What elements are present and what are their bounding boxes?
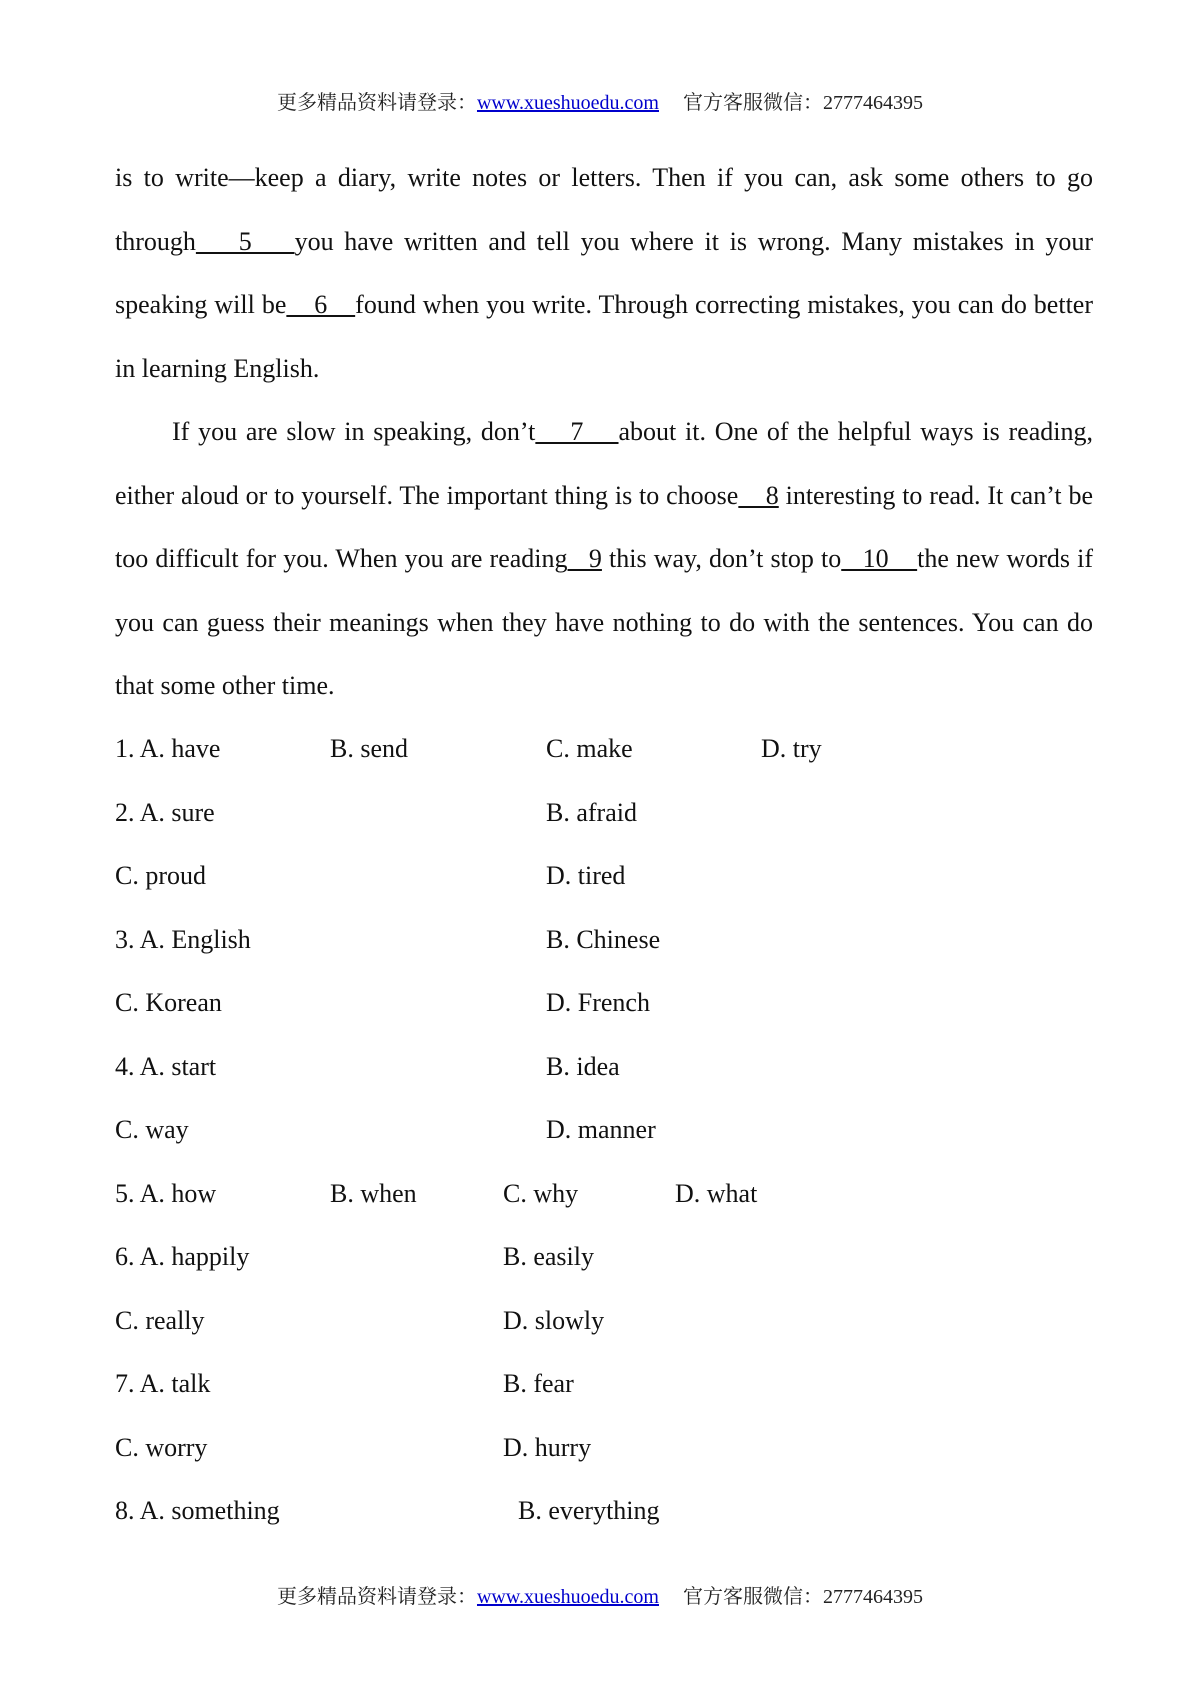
option-row bbox=[115, 1225, 1093, 1289]
blank-9: 9 bbox=[567, 544, 602, 573]
blank-7: 7 bbox=[535, 417, 619, 446]
option: 2. A. sure bbox=[115, 797, 215, 827]
option: 1. A. have bbox=[115, 734, 221, 763]
option: 8. A. something bbox=[115, 1496, 280, 1525]
header-service: 官方客服微信：2777464395 bbox=[683, 92, 923, 114]
footer-prefix: 更多精品资料请登录： bbox=[276, 1586, 477, 1608]
option: B. Chinese bbox=[546, 924, 661, 954]
option: B. fear bbox=[503, 1369, 574, 1398]
option: D. tired bbox=[546, 861, 626, 890]
option: C. worry bbox=[115, 1432, 208, 1462]
text-run: this way, don’t stop to bbox=[601, 544, 842, 573]
option: D. slowly bbox=[503, 1305, 605, 1335]
option-row bbox=[115, 1162, 1093, 1226]
text-run: found when you write. Through correcting mistakes, you can do better in learning English. bbox=[115, 290, 1093, 383]
option: B. everything bbox=[518, 1496, 660, 1525]
option: B. afraid bbox=[546, 797, 637, 827]
footer-link[interactable]: www.xueshuoedu.com bbox=[476, 1586, 659, 1608]
option: 4. A. start bbox=[115, 1051, 217, 1081]
option-row bbox=[115, 1035, 1093, 1099]
option: D. try bbox=[761, 734, 822, 763]
option: D. manner bbox=[546, 1115, 656, 1144]
option: D. what bbox=[675, 1178, 758, 1208]
option-row bbox=[115, 781, 1093, 845]
option: C. Korean bbox=[115, 988, 222, 1017]
paragraph-2 bbox=[115, 400, 1093, 718]
text-run: is to write—keep a diary, write notes or letters. Then if you can, ask some others to go through bbox=[115, 163, 1093, 256]
text-run: the new words if you can guess their meanings when they have nothing to do with the sentences. You can do that some other time. bbox=[115, 544, 1094, 700]
footer-service: 官方客服微信：2777464395 bbox=[683, 1586, 923, 1608]
option-row bbox=[115, 844, 1093, 908]
blank-10: 10 bbox=[841, 544, 918, 573]
option-row bbox=[115, 717, 1093, 781]
passage bbox=[115, 146, 1093, 718]
option-row bbox=[115, 1416, 1093, 1480]
option: D. French bbox=[546, 988, 650, 1017]
option: C. make bbox=[546, 734, 633, 763]
blank-8: 8 bbox=[738, 480, 779, 510]
option: B. easily bbox=[503, 1242, 594, 1271]
page-footer bbox=[0, 1580, 1200, 1609]
option-row bbox=[115, 1289, 1093, 1353]
options-list bbox=[115, 717, 1093, 1543]
option-row bbox=[115, 971, 1093, 1035]
option: C. proud bbox=[115, 861, 206, 890]
option-row bbox=[115, 908, 1093, 972]
option: 7. A. talk bbox=[115, 1369, 211, 1398]
option: 5. A. how bbox=[115, 1178, 217, 1208]
option: 3. A. English bbox=[115, 924, 251, 954]
option: B. send bbox=[330, 734, 408, 763]
option: C. really bbox=[115, 1305, 205, 1335]
header-prefix: 更多精品资料请登录： bbox=[276, 92, 477, 114]
text-run: you have written and tell you where it is wrong. Many mistakes in your speaking will be bbox=[115, 226, 1094, 319]
option: B. idea bbox=[546, 1051, 620, 1081]
page-header bbox=[0, 86, 1200, 115]
option: D. hurry bbox=[503, 1432, 592, 1462]
option-row bbox=[115, 1352, 1093, 1416]
option-row bbox=[115, 1479, 1093, 1543]
paragraph-1 bbox=[115, 146, 1093, 400]
option: C. why bbox=[503, 1178, 579, 1208]
option: B. when bbox=[330, 1178, 417, 1208]
option: 6. A. happily bbox=[115, 1242, 250, 1271]
blank-6: 6 bbox=[286, 290, 356, 319]
blank-5: 5 bbox=[195, 226, 295, 256]
text-run: interesting to read. It can’t be too difficult for you. When you are reading bbox=[115, 480, 1093, 573]
option: C. way bbox=[115, 1115, 189, 1144]
option-row bbox=[115, 1098, 1093, 1162]
header-link[interactable]: www.xueshuoedu.com bbox=[476, 92, 659, 114]
text-run: If you are slow in speaking, don’t bbox=[172, 417, 536, 446]
text-run: about it. One of the helpful ways is reading, either aloud or to yourself. The important thing is to choose bbox=[115, 417, 1094, 510]
